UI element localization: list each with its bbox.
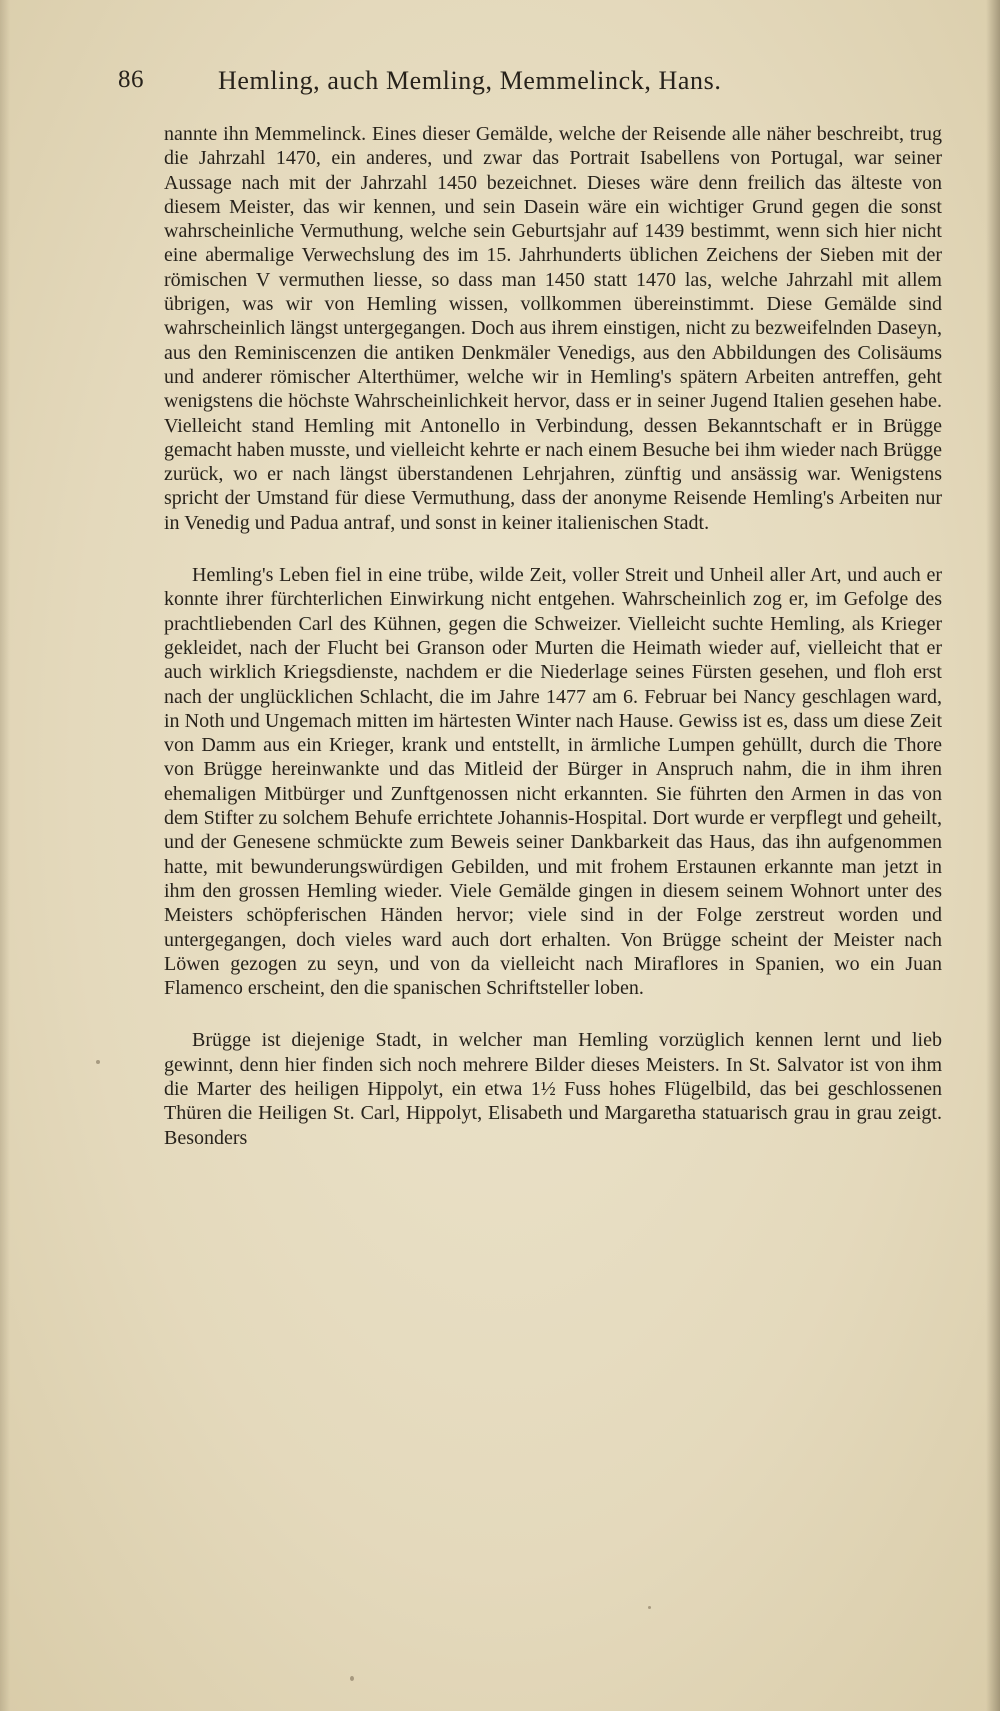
page-body xyxy=(164,122,942,1150)
paragraph-1: nannte ihn Memmelinck. Eines dieser Gemälde, welche der Reisende alle näher beschreibt, trug die Jahrzahl 1470, ein anderes, und zwar das Portrait Isabellens von Portugal, war seiner Aussage nach mit der Jahrzahl 1450 bezeichnet. Dieses wäre denn freilich das älteste von diesem Meister, das wir kennen, und sein Dasein wäre ein wichtiger Grund gegen die sonst wahrscheinliche Vermuthung, welche sein Geburtsjahr auf 1439 bestimmt, wenn sich hier nicht eine abermalige Verwechslung des im 15. Jahrhunderts üblichen Zeichens der Sieben mit der römischen V vermuthen liesse, so dass man 1450 statt 1470 las, welche Jahrzahl mit allem übrigen, was wir von Hemling wissen, vollkommen übereinstimmt. Diese Gemälde sind wahrscheinlich längst untergegangen. Doch aus ihrem einstigen, nicht zu bezweifelnden Daseyn, aus den Reminiscenzen die antiken Denkmäler Venedigs, aus den Abbildungen des Colisäums und anderer römischer Alterthümer, welche wir in Hemling's spätern Arbeiten antreffen, geht wenigstens die höchste Wahrscheinlichkeit hervor, dass er in seiner Jugend Italien gesehen habe. Vielleicht stand Hemling mit Antonello in Verbindung, dessen Bekanntschaft er in Brügge gemacht haben musste, und vielleicht kehrte er nach einem Besuche bei ihm wieder nach Brügge zurück, wo er nach längst überstandenen Lehrjahren, zünftig und ansässig war. Wenigstens spricht der Umstand für diese Vermuthung, dass der anonyme Reisende Hemling's Arbeiten nur in Venedig und Padua antraf, und sonst in keiner italienischen Stadt. xyxy=(164,123,942,534)
paper-speck xyxy=(648,1606,651,1609)
paper-speck xyxy=(350,1676,354,1681)
running-head: Hemling, auch Memling, Memmelinck, Hans. xyxy=(218,66,722,95)
paragraph-3: Brügge ist diejenige Stadt, in welcher man Hemling vorzüglich kennen lernt und lieb gewinnt, denn hier finden sich noch mehrere Bilder dieses Meisters. In St. Salvator ist von ihm die Marter des heiligen Hippolyt, ein etwa 1½ Fuss hohes Flügelbild, das bei geschlossenen Thüren die Heiligen St. Carl, Hippolyt, Elisabeth und Margaretha statuarisch grau in grau zeigt. Besonders xyxy=(164,1029,942,1149)
paper-speck xyxy=(96,1060,100,1064)
page-right-shadow xyxy=(986,0,1000,1711)
page-number: 86 xyxy=(118,66,144,93)
paragraph-2: Hemling's Leben fiel in eine trübe, wilde Zeit, voller Streit und Unheil aller Art, und auch er konnte ihrer fürchterlichen Einwirkung nicht entgehen. Wahrscheinlich zog er, im Gefolge des prachtliebenden Carl des Kühnen, gegen die Schweizer. Vielleicht suchte Hemling, als Krieger gekleidet, nach der Flucht bei Granson oder Murten die Heimath wieder auf, vielleicht that er auch wirklich Kriegsdienste, nachdem er die Niederlage seines Fürsten gesehen, und floh erst nach der unglücklichen Schlacht, die im Jahre 1477 am 6. Februar bei Nancy geschlagen ward, in Noth und Ungemach mitten im härtesten Winter nach Hause. Gewiss ist es, dass um diese Zeit von Damm aus ein Krieger, krank und entstellt, in ärmliche Lumpen gehüllt, durch die Thore von Brügge hereinwankte und das Mitleid der Bürger in Anspruch nahm, die in ihm ihren ehemaligen Mitbürger und Zunftgenossen nicht erkannten. Sie führten den Armen in das von dem Stifter zu solchem Behufe errichtete Johannis-Hospital. Dort wurde er verpflegt und geheilt, und der Genesene schmückte zum Beweis seiner Dankbarkeit das Haus, das ihn aufgenommen hatte, mit bewunderungswürdigen Gebilden, und mit frohem Erstaunen erkannte man jetzt in ihm den grossen Hemling wieder. Viele Gemälde gingen in diesem seinem Wohnort unter des Meisters schöpferischen Händen hervor; viele sind in der Folge zerstreut worden und untergegangen, doch vieles ward auch dort erhalten. Von Brügge scheint der Meister nach Löwen gezogen zu seyn, und von da vielleicht nach Miraflores in Spanien, wo ein Juan Flamenco erscheint, den die spanischen Schriftsteller loben. xyxy=(164,564,942,1000)
page-header xyxy=(118,66,918,106)
page-left-shadow xyxy=(0,0,10,1711)
